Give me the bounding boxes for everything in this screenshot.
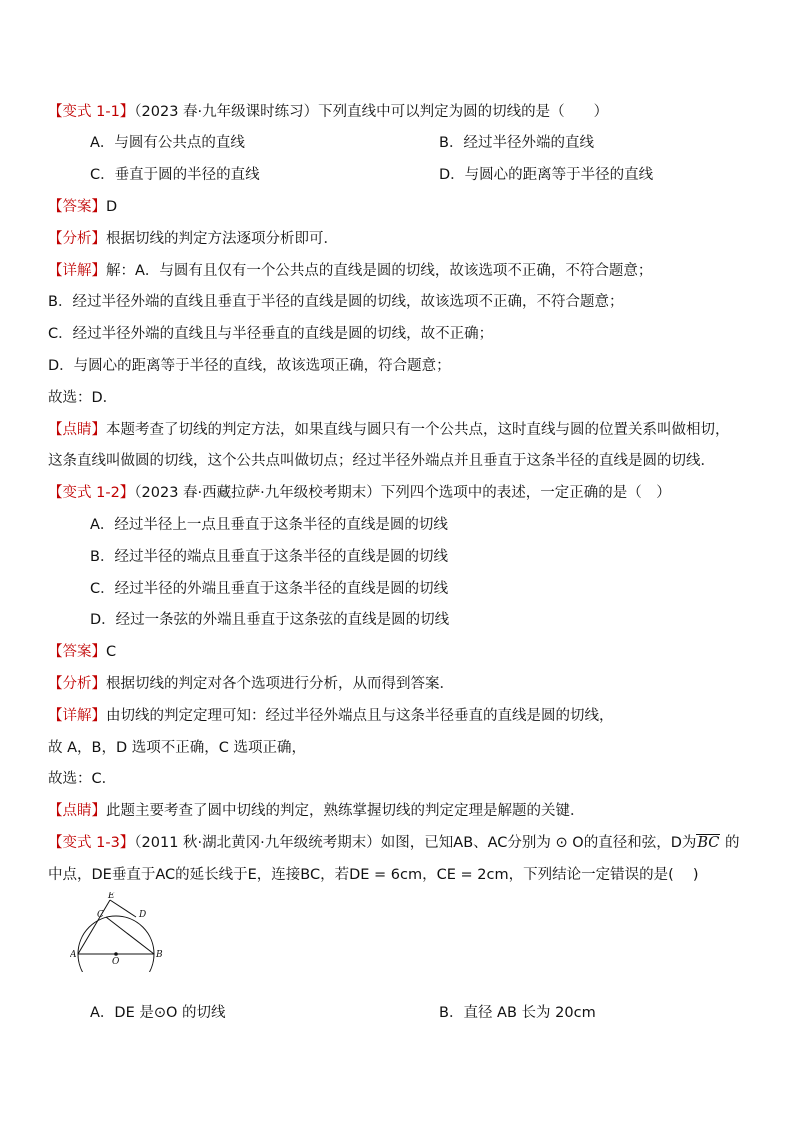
q2-stem: （2023 春·西藏拉萨·九年级校考期末）下列四个选项中的表述，一定正确的是（ ） [134, 485, 671, 501]
q1-option-d: D．与圆心的距离等于半径的直线 [439, 167, 654, 183]
q2-analysis-tag: 【分析】 [48, 676, 106, 692]
q1-comment1: 本题考查了切线的判定方法，如果直线与圆只有一个公共点，这时直线与圆的位置关系叫做相切， [106, 422, 730, 438]
q1-answer-line [48, 197, 117, 217]
label-d: D [139, 910, 147, 920]
q3-stem-line1 [48, 833, 740, 853]
q2-analysis: 根据切线的判定对各个选项进行分析，从而得到答案． [106, 676, 454, 692]
q1-detail-line4: D．与圆心的距离等于半径的直线，故该选项正确，符合题意； [48, 358, 451, 374]
label-b: B [156, 950, 163, 960]
q3-options-row1 [90, 1003, 596, 1023]
label-a: A [70, 950, 77, 960]
q3-arc-bc: BC [697, 835, 720, 851]
q1-stem: （2023 春·九年级课时练习）下列直线中可以判定为圆的切线的是（ ） [134, 104, 609, 120]
q2-option-b: B．经过半径的端点且垂直于这条半径的直线是圆的切线 [90, 549, 448, 565]
q2-detail1: 由切线的判定定理可知：经过半径外端点且与这条半径垂直的直线是圆的切线， [106, 708, 614, 724]
center-point-o [114, 952, 118, 956]
q1-tag: 【变式 1-1】 [48, 104, 135, 120]
chord-ac-extended [78, 900, 110, 954]
q1-options-row2 [90, 165, 654, 185]
q2-option-c: C．经过半径的外端且垂直于这条半径的直线是圆的切线 [90, 581, 449, 597]
segment-bc [106, 917, 154, 954]
q2-detail-tag: 【详解】 [48, 708, 106, 724]
q2-stem-line [48, 483, 671, 503]
label-c: C [97, 910, 104, 920]
q3-geometry-figure [70, 892, 170, 972]
segment-de [110, 900, 136, 917]
q1-detail-line3: C．经过半径外端的直线且与半径垂直的直线是圆的切线，故不正确； [48, 326, 494, 342]
q1-comment-line1 [48, 420, 730, 440]
label-o: O [112, 957, 120, 967]
q1-comment-line2: 这条直线叫做圆的切线，这个公共点叫做切点；经过半径外端点并且垂直于这条半径的直线是圆的切线． [48, 453, 715, 469]
q1-option-c: C．垂直于圆的半径的直线 [90, 167, 260, 183]
q2-choose: 故选：C． [48, 771, 117, 787]
q2-option-d: D．经过一条弦的外端且垂直于这条弦的直线是圆的切线 [90, 612, 450, 628]
q1-option-b: B．经过半径外端的直线 [439, 135, 594, 151]
q1-analysis-tag: 【分析】 [48, 231, 106, 247]
q3-stem-line2: 中点，DE垂直于AC的延长线于E，连接BC，若DE = 6cm，CE = 2cm，下列结论一定错误的是( ) [48, 867, 699, 883]
q3-stem1: （2011 秋·湖北黄冈·九年级统考期末）如图，已知AB、AC分别为 ⊙ O的直径和弦，D为 [134, 835, 697, 851]
q2-comment-tag: 【点睛】 [48, 803, 106, 819]
q1-detail-line2: B．经过半径外端的直线且垂直于半径的直线是圆的切线，故该选项不正确，不符合题意； [48, 294, 624, 310]
q2-comment1: 此题主要考查了圆中切线的判定，熟练掌握切线的判定定理是解题的关键． [106, 803, 585, 819]
q3-option-b: B．直径 AB 长为 20cm [439, 1005, 596, 1021]
q2-analysis-line [48, 674, 454, 694]
q1-answer-tag: 【答案】 [48, 199, 106, 215]
q1-stem-line [48, 102, 608, 122]
q1-detail-tag: 【详解】 [48, 263, 106, 279]
q1-detail1: 解：A．与圆有且仅有一个公共点的直线是圆的切线，故该选项不正确，不符合题意； [106, 263, 653, 279]
q1-comment-tag: 【点睛】 [48, 422, 106, 438]
q1-options-row1 [90, 133, 594, 153]
q1-analysis-line [48, 229, 338, 249]
label-e: E [108, 892, 115, 901]
q2-comment-line [48, 801, 585, 821]
q3-stem1-end: 的 [720, 835, 740, 851]
q2-answer: C [106, 644, 117, 660]
q1-option-a: A．与圆有公共点的直线 [90, 135, 245, 151]
q2-detail-line1 [48, 706, 614, 726]
q1-detail-line1 [48, 261, 652, 281]
q2-answer-tag: 【答案】 [48, 644, 106, 660]
q2-answer-line [48, 642, 116, 662]
q2-option-a: A．经过半径上一点且垂直于这条半径的直线是圆的切线 [90, 517, 448, 533]
q1-analysis: 根据切线的判定方法逐项分析即可． [106, 231, 338, 247]
q3-tag: 【变式 1-3】 [48, 835, 135, 851]
q3-option-a: A．DE 是⊙O 的切线 [90, 1005, 226, 1021]
q2-tag: 【变式 1-2】 [48, 485, 135, 501]
q2-detail-line2: 故 A，B，D 选项不正确，C 选项正确， [48, 740, 306, 756]
q1-choose: 故选：D． [48, 390, 118, 406]
q1-answer: D [106, 199, 118, 215]
